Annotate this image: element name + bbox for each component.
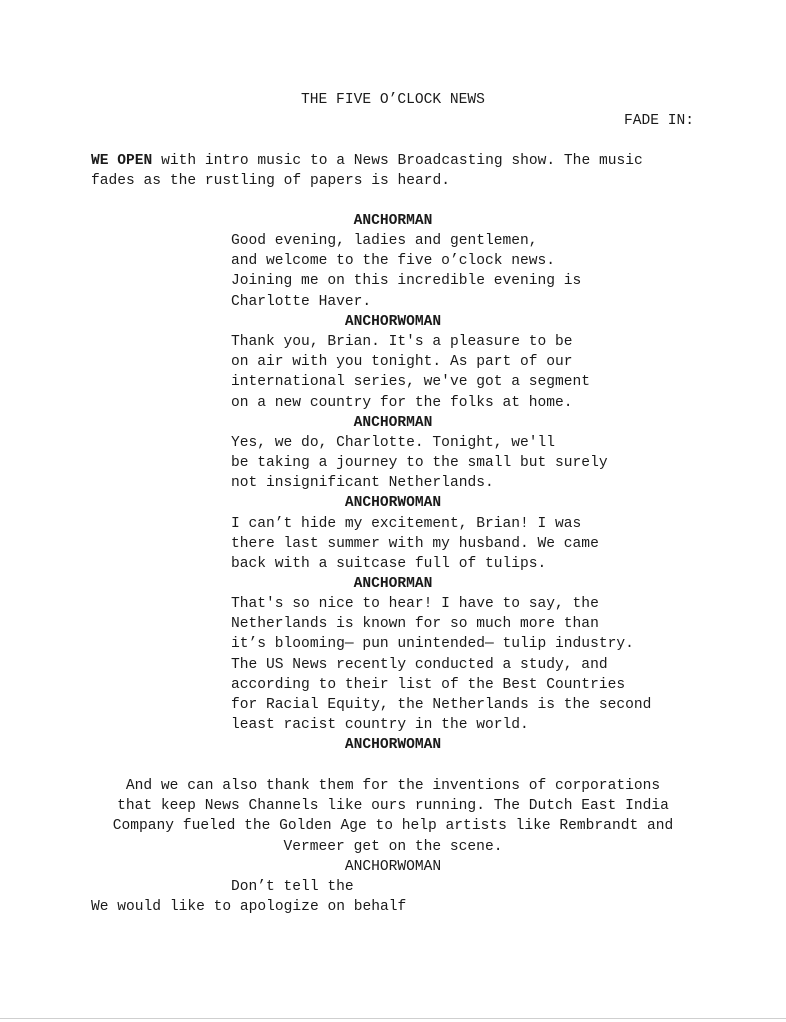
centered-paragraph-line: that keep News Channels like ours running. The Dutch East India (117, 798, 669, 814)
dialogue-line: Yes, we do, Charlotte. Tonight, we'll (231, 435, 556, 451)
character-name-plain: ANCHORWOMAN (344, 859, 442, 875)
dialogue-line: That's so nice to hear! I have to say, the (231, 596, 599, 612)
dialogue-line: Good evening, ladies and gentlemen, (231, 233, 538, 249)
character-name: ANCHORMAN (353, 415, 433, 431)
dialogue-line: international series, we've got a segment (231, 374, 591, 390)
character-name: ANCHORWOMAN (344, 495, 442, 511)
transition-fade-in: FADE IN: (623, 113, 694, 129)
dialogue-line: Thank you, Brian. It's a pleasure to be (231, 334, 573, 350)
dialogue-line: there last summer with my husband. We came (231, 536, 599, 552)
script-title: THE FIVE O’CLOCK NEWS (301, 92, 485, 108)
character-name: ANCHORWOMAN (344, 314, 442, 330)
action-line-1 (91, 151, 643, 171)
dialogue-line: Charlotte Haver. (231, 294, 372, 310)
dialogue-line: Joining me on this incredible evening is (231, 273, 582, 289)
dialogue-line: and welcome to the five o’clock news. (231, 253, 556, 269)
dialogue-line: on a new country for the folks at home. (231, 395, 573, 411)
dialogue-line: be taking a journey to the small but surely (231, 455, 608, 471)
dialogue-line: for Racial Equity, the Netherlands is the second (231, 697, 652, 713)
dialogue-line: according to their list of the Best Countries (231, 677, 626, 693)
centered-paragraph-line: Vermeer get on the scene. (283, 839, 503, 855)
centered-paragraph-line: And we can also thank them for the inventions of corporations (125, 778, 661, 794)
dialogue-line: Netherlands is known for so much more than (231, 616, 599, 632)
dialogue-line: on air with you tonight. As part of our (231, 354, 573, 370)
dialogue-line: I can’t hide my excitement, Brian! I was (231, 516, 582, 532)
action-lead: WE OPEN (91, 153, 153, 169)
dialogue-line: not insignificant Netherlands. (231, 475, 494, 491)
dialogue-line: The US News recently conducted a study, and (231, 657, 608, 673)
character-name: ANCHORWOMAN (344, 737, 442, 753)
character-name: ANCHORMAN (353, 576, 433, 592)
action-line-final: We would like to apologize on behalf (91, 899, 407, 915)
dialogue-line: least racist country in the world. (231, 717, 529, 733)
action-line-2: fades as the rustling of papers is heard. (91, 173, 451, 189)
dialogue-line: back with a suitcase full of tulips. (231, 556, 547, 572)
dialogue-line: Don’t tell the (231, 879, 354, 895)
centered-paragraph-line: Company fueled the Golden Age to help artists like Rembrandt and (112, 818, 674, 834)
action-line-1-rest: with intro music to a News Broadcasting show. The music (152, 153, 643, 169)
character-name: ANCHORMAN (353, 213, 433, 229)
dialogue-line: it’s blooming— pun unintended— tulip industry. (231, 636, 634, 652)
